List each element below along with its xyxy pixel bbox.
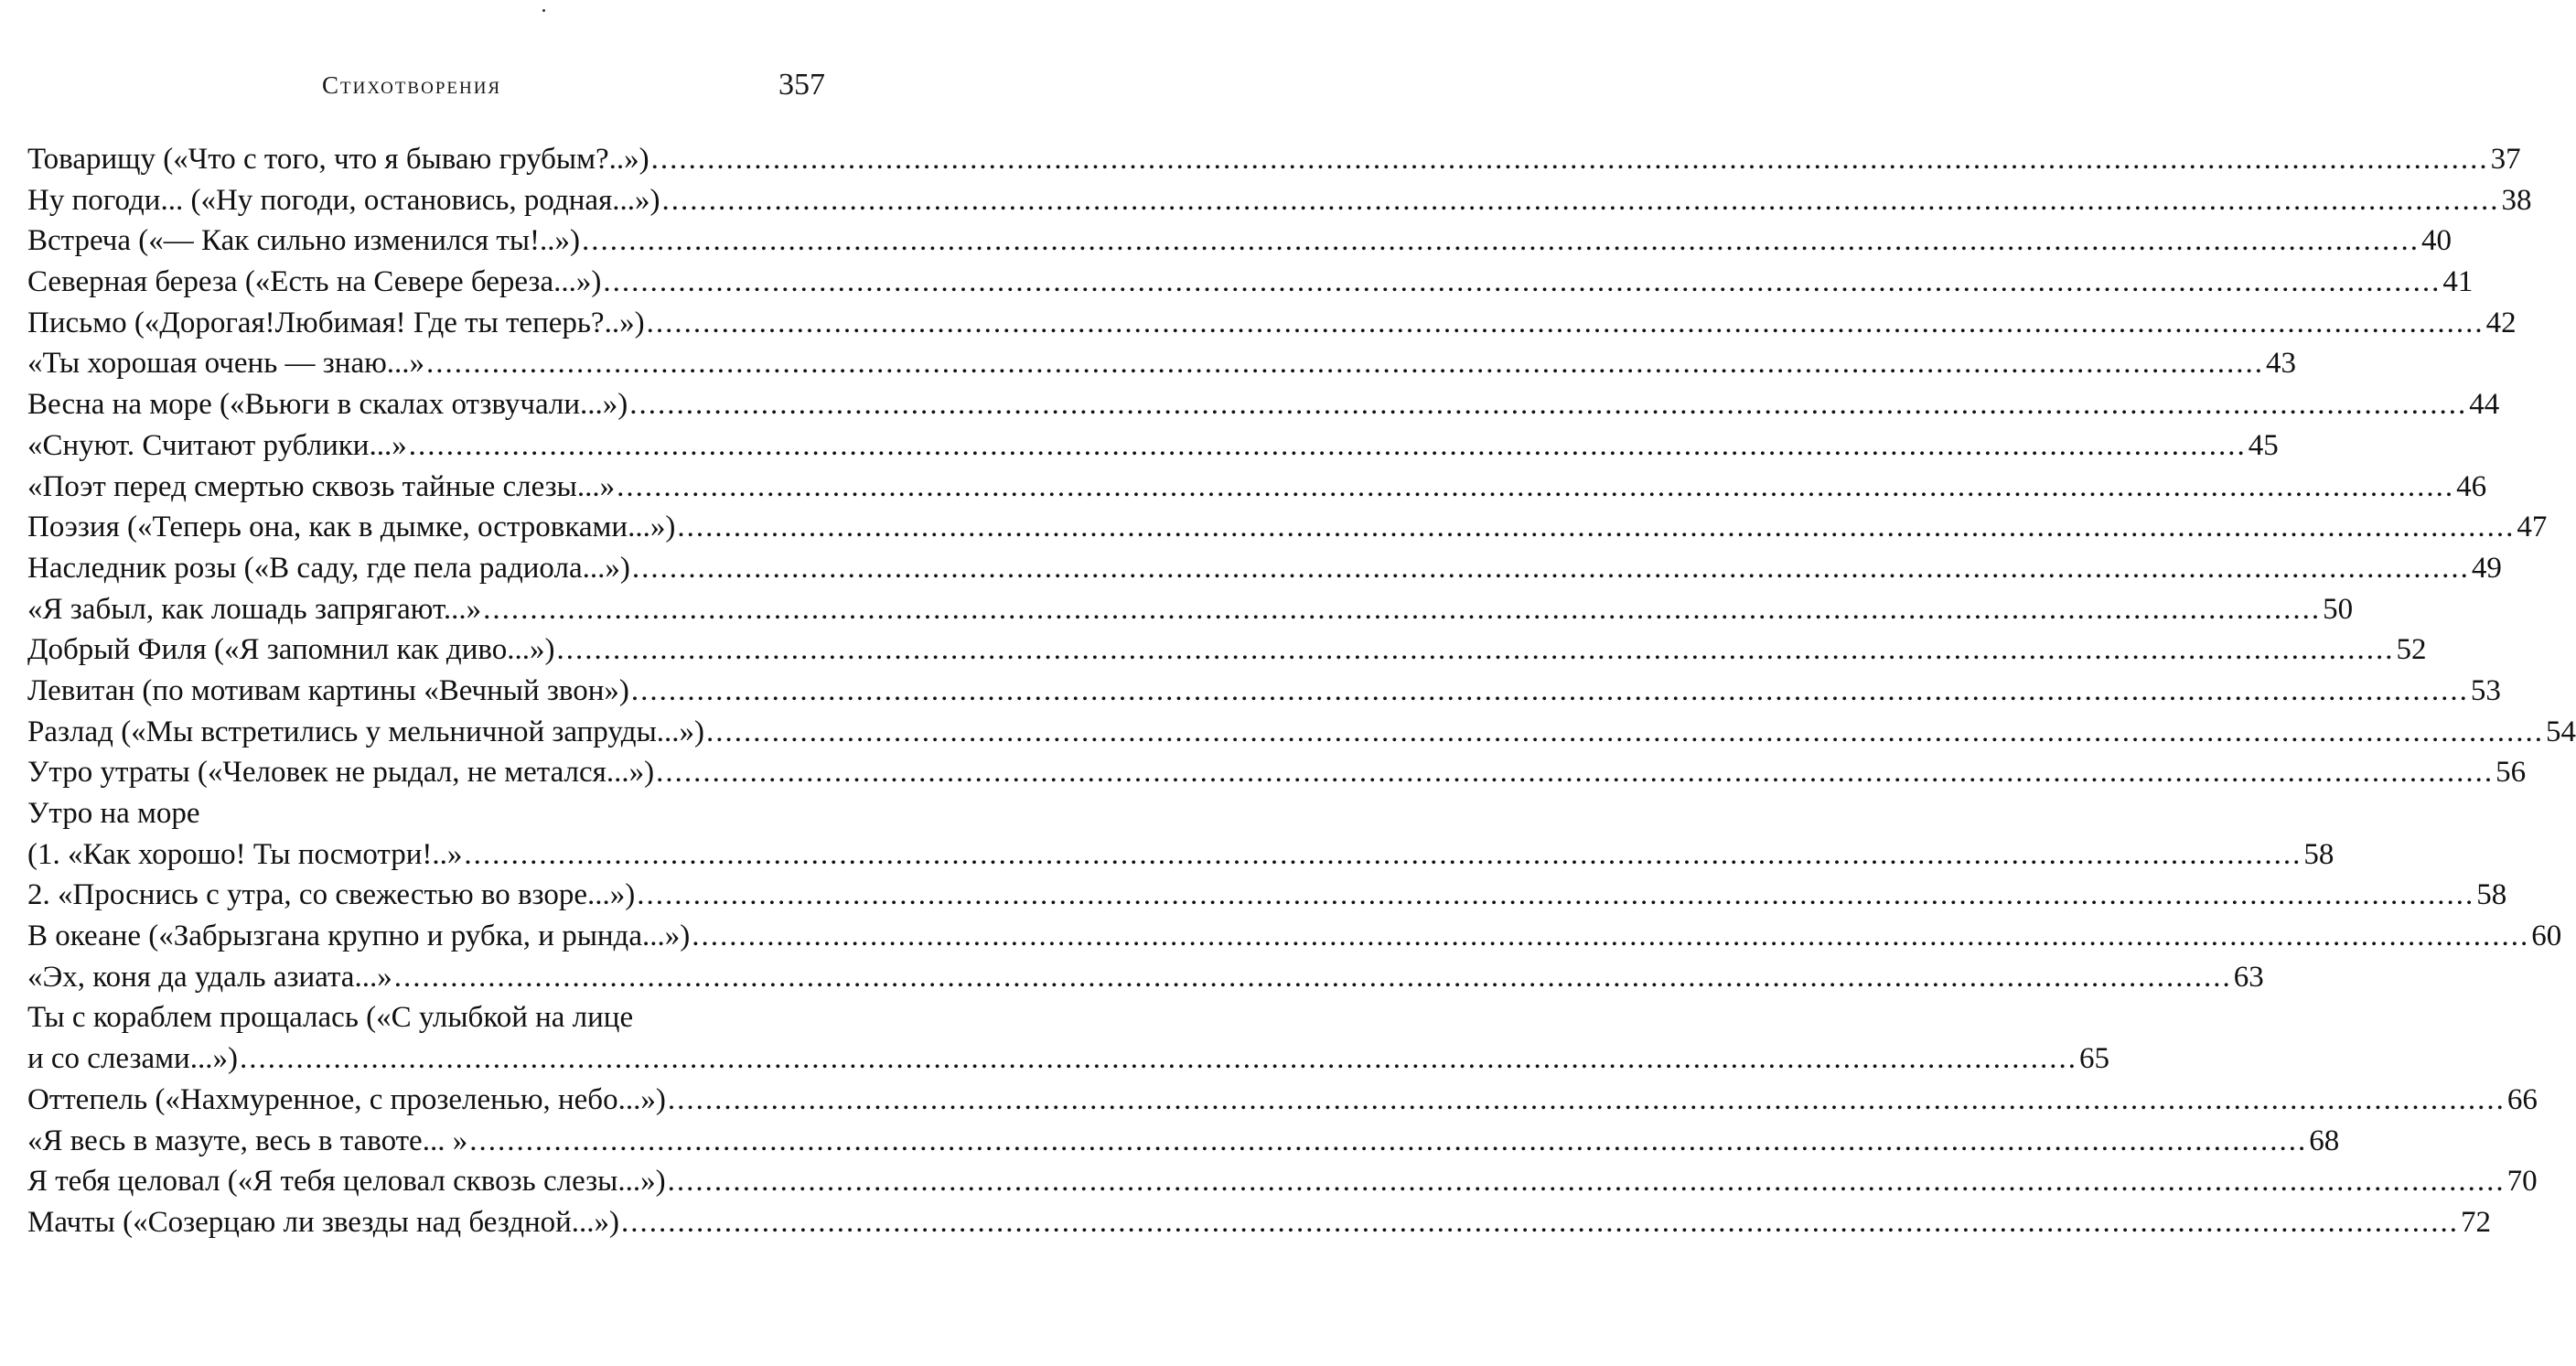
dot-leader bbox=[677, 507, 2515, 548]
dot-leader bbox=[621, 1202, 2459, 1243]
toc-entry bbox=[27, 875, 2507, 916]
toc-entry-title: «Поэт перед смертью сквозь тайные слезы...» bbox=[27, 469, 616, 503]
toc-entry-page: 54 bbox=[2546, 715, 2576, 748]
toc-entry-page: 70 bbox=[2506, 1165, 2538, 1199]
toc-entry-page: 68 bbox=[2309, 1124, 2340, 1157]
toc-entry bbox=[27, 507, 2548, 548]
toc-entry-page: 66 bbox=[2506, 1082, 2538, 1116]
dot-leader bbox=[632, 548, 2470, 589]
toc-entry-title: Товарищу («Что с того, что я бываю грубым?..») bbox=[27, 143, 649, 176]
toc-entry-title: 2. «Проснись с утра, со свежестью во взоре...») bbox=[27, 878, 636, 912]
dot-leader bbox=[464, 834, 2302, 876]
dot-leader bbox=[706, 712, 2544, 753]
toc-entry bbox=[27, 1161, 2538, 1202]
toc-entry-page: 58 bbox=[2303, 837, 2334, 871]
toc-entry bbox=[27, 384, 2500, 425]
toc-entry-title: Письмо («Дорогая!Любимая! Где ты теперь?..») bbox=[27, 306, 645, 339]
toc-entry bbox=[27, 589, 2354, 630]
toc-entry bbox=[27, 303, 2517, 344]
toc-entry bbox=[27, 997, 825, 1038]
toc-entry bbox=[27, 916, 2562, 957]
toc-entry-title: Разлад («Мы встретились у мельничной запруды...») bbox=[27, 715, 704, 748]
toc-entry bbox=[27, 467, 2487, 508]
toc-entry-title: (1. «Как хорошо! Ты посмотри!..» bbox=[27, 837, 463, 871]
dot-leader bbox=[426, 343, 2264, 384]
toc-entry-page: 65 bbox=[2078, 1042, 2109, 1076]
toc-entry-page: 52 bbox=[2396, 633, 2427, 667]
dot-leader bbox=[662, 180, 2500, 221]
toc-entry-page: 58 bbox=[2476, 878, 2507, 912]
toc-entry-page: 50 bbox=[2323, 592, 2354, 626]
toc-entry-page: 63 bbox=[2233, 960, 2264, 994]
toc-entry bbox=[27, 671, 2501, 712]
toc-entry-page: 43 bbox=[2266, 347, 2297, 381]
toc-entry-title: «Снуют. Считают рублики...» bbox=[27, 428, 407, 462]
toc-entry bbox=[27, 834, 2334, 876]
toc-entry-page: 40 bbox=[2420, 224, 2452, 258]
toc-entry-title: «Эх, коня да удаль азиата...» bbox=[27, 960, 392, 994]
dot-leader bbox=[582, 220, 2420, 262]
toc-entry bbox=[27, 262, 2474, 303]
dot-leader bbox=[603, 262, 2441, 303]
toc-entry-title: Мачты («Созерцаю ли звезды над бездной...») bbox=[27, 1205, 620, 1239]
dot-leader bbox=[483, 589, 2321, 630]
toc-entry bbox=[27, 425, 2279, 467]
toc-entry bbox=[27, 1080, 2538, 1121]
page-number: 357 bbox=[778, 68, 825, 102]
toc-entry-title: «Ты хорошая очень — знаю...» bbox=[27, 347, 425, 381]
toc-entry-title: и со слезами...») bbox=[27, 1042, 238, 1076]
toc-entry-page: 46 bbox=[2456, 469, 2487, 503]
toc-entry-title: Оттепель («Нахмуренное, с прозеленью, небо...») bbox=[27, 1082, 666, 1116]
toc-entry bbox=[27, 180, 2532, 221]
toc-entry-page: 41 bbox=[2442, 265, 2474, 299]
toc-entry-page: 42 bbox=[2485, 306, 2517, 339]
toc-entry-page: 56 bbox=[2496, 756, 2527, 790]
running-title: Стихотворения bbox=[322, 71, 502, 99]
toc-entry-title: Ты с кораблем прощалась («С улыбкой на лице bbox=[27, 1001, 634, 1035]
dot-leader bbox=[631, 671, 2469, 712]
toc-entry-title: Северная береза («Есть на Севере береза...») bbox=[27, 265, 602, 299]
dot-leader bbox=[668, 1080, 2506, 1121]
toc-entry-title: «Я забыл, как лошадь запрягают...» bbox=[27, 592, 482, 626]
toc-entry bbox=[27, 548, 2502, 589]
toc-entry-title: Добрый Филя («Я запомнил как диво...») bbox=[27, 633, 555, 667]
toc-entry bbox=[27, 139, 2521, 180]
toc-entry-title: Утро утраты («Человек не рыдал, не метался...») bbox=[27, 756, 655, 790]
toc-entry-page: 49 bbox=[2471, 551, 2502, 585]
toc-entry-title: Наследник розы («В саду, где пела радиола...») bbox=[27, 551, 630, 585]
toc-entry-title: Ну погоди... («Ну погоди, остановись, родная...») bbox=[27, 183, 660, 217]
toc-entry-page: 72 bbox=[2461, 1205, 2492, 1239]
toc-entry bbox=[27, 343, 2297, 384]
toc-entry bbox=[27, 629, 2427, 671]
toc-entry bbox=[27, 712, 2576, 753]
dot-leader bbox=[469, 1121, 2307, 1162]
toc-entry-page: 60 bbox=[2531, 920, 2562, 953]
toc-entry-page: 44 bbox=[2469, 388, 2500, 422]
toc-entry-title: В океане («Забрызгана крупно и рубка, и рында...») bbox=[27, 920, 691, 953]
dot-leader bbox=[394, 957, 2232, 998]
toc-entry-page: 45 bbox=[2248, 428, 2279, 462]
dot-leader bbox=[617, 467, 2454, 508]
toc-entry-title: Левитан (по мотивам картины «Вечный звон») bbox=[27, 673, 629, 707]
toc-entry bbox=[27, 752, 2527, 793]
dot-leader bbox=[647, 303, 2485, 344]
toc-entry bbox=[27, 957, 2264, 998]
dot-leader bbox=[656, 752, 2494, 793]
dot-leader bbox=[556, 629, 2394, 671]
table-of-contents bbox=[27, 139, 2576, 1243]
print-speck bbox=[542, 9, 545, 12]
dot-leader bbox=[409, 425, 2247, 467]
dot-leader bbox=[668, 1161, 2506, 1202]
toc-entry-page: 38 bbox=[2501, 183, 2532, 217]
toc-entry-page: 53 bbox=[2470, 673, 2501, 707]
toc-entry bbox=[27, 793, 825, 834]
toc-entry-title: «Я весь в мазуте, весь в тавоте... » bbox=[27, 1124, 468, 1157]
dot-leader bbox=[651, 139, 2489, 180]
toc-entry-title: Встреча («— Как сильно изменился ты!..») bbox=[27, 224, 580, 258]
toc-entry bbox=[27, 1038, 2109, 1080]
toc-entry bbox=[27, 1202, 2492, 1243]
dot-leader bbox=[240, 1038, 2077, 1080]
dot-leader bbox=[629, 384, 2467, 425]
dot-leader bbox=[637, 875, 2474, 916]
toc-entry-title: Я тебя целовал («Я тебя целовал сквозь слезы...») bbox=[27, 1165, 666, 1199]
toc-entry bbox=[27, 1121, 2340, 1162]
dot-leader bbox=[692, 916, 2529, 957]
toc-entry-page: 47 bbox=[2517, 511, 2548, 544]
toc-entry-title: Весна на море («Вьюги в скалах отзвучали...») bbox=[27, 388, 628, 422]
toc-entry-title: Поэзия («Теперь она, как в дымке, островками...») bbox=[27, 511, 676, 544]
toc-entry-title: Утро на море bbox=[27, 797, 200, 830]
toc-entry bbox=[27, 220, 2452, 262]
toc-entry-page: 37 bbox=[2490, 143, 2521, 176]
